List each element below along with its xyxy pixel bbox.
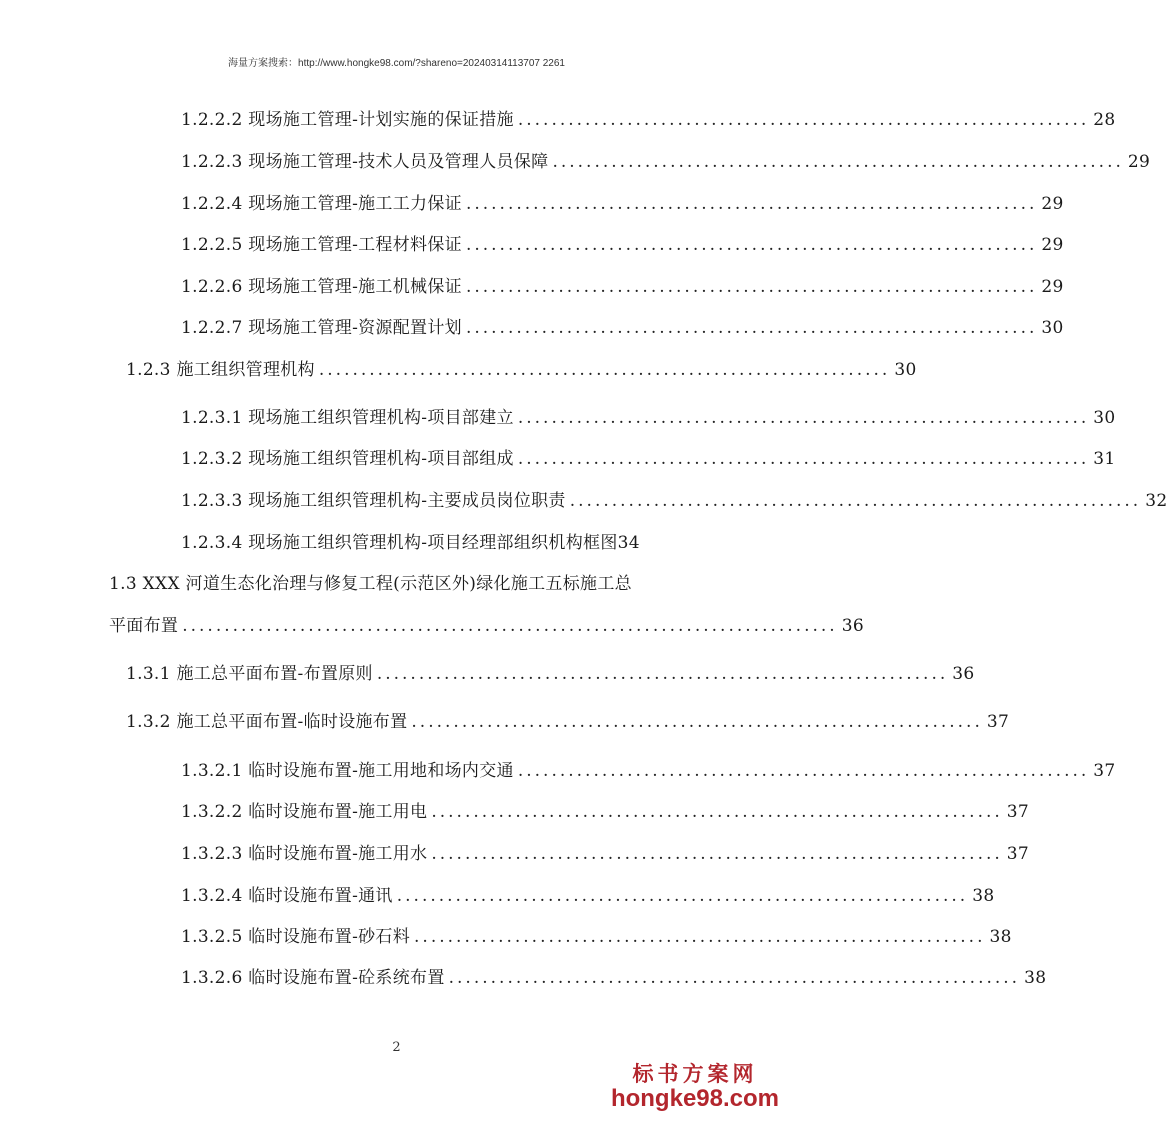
toc-entry-label: 1.2.3.2 现场施工组织管理机构-项目部组成 — [181, 449, 514, 469]
toc-page-number: 29 — [1041, 277, 1064, 297]
toc-leader: .................................................................... — [465, 318, 1038, 338]
toc-leader: .................................................................... — [517, 408, 1090, 428]
toc-leader: .................................................................... — [431, 844, 1003, 864]
toc-page-number: 32 — [1145, 491, 1167, 511]
toc-page-number: 37 — [986, 712, 1010, 732]
toc-entry-label: 1.3 XXX 河道生态化治理与修复工程(示范区外)绿化施工五标施工总 — [109, 574, 632, 594]
toc-page-number: 31 — [1093, 449, 1116, 469]
toc-entry[interactable] — [181, 485, 1167, 511]
toc-entry-label: 1.2.3 施工组织管理机构 — [126, 360, 315, 380]
toc-entry-label: 1.3.2.4 临时设施布置-通讯 — [181, 886, 393, 906]
toc-page-number: 30 — [894, 360, 917, 380]
watermark-cn-text: 标书方案网 — [632, 1062, 758, 1086]
toc-entry[interactable] — [181, 755, 1116, 781]
toc-entry-label: 1.3.2.2 临时设施布置-施工用电 — [181, 802, 428, 822]
toc-leader: .................................................................... — [517, 449, 1090, 469]
site-watermark-logo — [611, 1062, 779, 1112]
toc-leader: .................................................................... — [411, 712, 983, 732]
page-number: 2 — [392, 1040, 401, 1055]
toc-entry-label: 1.3.2.5 临时设施布置-砂石料 — [181, 927, 411, 947]
toc-entry-label: 1.2.3.3 现场施工组织管理机构-主要成员岗位职责 — [181, 491, 566, 511]
toc-entry[interactable] — [181, 104, 1116, 130]
toc-leader: .................................................................... — [465, 194, 1038, 214]
toc-leader: .................................................................... — [517, 110, 1090, 130]
toc-page-number: 29 — [1041, 194, 1064, 214]
toc-entry-label: 1.2.3.4 现场施工组织管理机构-项目经理部组织机构框图34 — [181, 533, 640, 553]
toc-entry-label: 1.2.2.3 现场施工管理-技术人员及管理人员保障 — [181, 152, 549, 172]
toc-leader: .................................................................... — [517, 761, 1090, 781]
toc-entry-label: 1.2.2.7 现场施工管理-资源配置计划 — [181, 318, 462, 338]
toc-leader: .................................................................... — [552, 152, 1124, 172]
toc-entry[interactable] — [126, 354, 917, 380]
toc-page-number: 30 — [1041, 318, 1064, 338]
watermark-en-text: hongke98.com — [610, 1085, 779, 1112]
toc-entry[interactable] — [109, 569, 632, 594]
toc-entry[interactable] — [181, 838, 1030, 864]
toc-entry-label: 1.3.1 施工总平面布置-布置原则 — [126, 664, 373, 684]
toc-entry[interactable] — [181, 921, 1012, 947]
toc-page-number: 37 — [1006, 802, 1030, 822]
toc-entry-label: 1.3.2.3 临时设施布置-施工用水 — [181, 844, 428, 864]
toc-page-number: 29 — [1041, 235, 1064, 255]
toc-entry-label: 1.3.2.1 临时设施布置-施工用地和场内交通 — [181, 761, 514, 781]
toc-entry[interactable] — [181, 528, 640, 553]
toc-entry-label: 1.2.2.2 现场施工管理-计划实施的保证措施 — [181, 110, 514, 130]
toc-leader: .................................................................... — [431, 802, 1003, 822]
toc-page-number: 38 — [972, 886, 995, 906]
toc-entry-label: 1.2.3.1 现场施工组织管理机构-项目部建立 — [181, 408, 514, 428]
toc-entry[interactable] — [109, 610, 864, 636]
toc-entry[interactable] — [126, 706, 1010, 732]
toc-page-number: 37 — [1006, 844, 1030, 864]
toc-page-number: 37 — [1093, 761, 1116, 781]
toc-entry-label: 平面布置 — [109, 616, 179, 636]
toc-page-number: 36 — [952, 664, 975, 684]
toc-entry-label: 1.3.2.6 临时设施布置-砼系统布置 — [181, 968, 445, 988]
toc-entry[interactable] — [181, 188, 1064, 214]
header-url[interactable]: 海量方案搜索：http://www.hongke98.com/?shareno=20240314113707 2261 — [228, 58, 565, 69]
toc-entry[interactable] — [126, 658, 975, 684]
toc-leader: .................................................................... — [396, 886, 969, 906]
toc-leader: .................................................................... — [465, 277, 1038, 297]
toc-entry[interactable] — [181, 880, 995, 906]
toc-entry[interactable] — [181, 146, 1151, 172]
toc-entry[interactable] — [181, 796, 1030, 822]
toc-entry-label: 1.2.2.5 现场施工管理-工程材料保证 — [181, 235, 462, 255]
toc-leader: .................................................................... — [465, 235, 1038, 255]
toc-entry[interactable] — [181, 443, 1116, 469]
toc-entry[interactable] — [181, 229, 1064, 255]
toc-page-number: 29 — [1127, 152, 1151, 172]
toc-entry-label: 1.3.2 施工总平面布置-临时设施布置 — [126, 712, 408, 732]
toc-entry-label: 1.2.2.6 现场施工管理-施工机械保证 — [181, 277, 462, 297]
toc-entry[interactable] — [181, 402, 1116, 428]
toc-entry-label: 1.2.2.4 现场施工管理-施工工力保证 — [181, 194, 462, 214]
toc-entry[interactable] — [181, 271, 1064, 297]
toc-entry[interactable] — [181, 312, 1064, 338]
toc-page-number: 38 — [1024, 968, 1047, 988]
toc-leader: .................................................................... — [318, 360, 891, 380]
toc-page-number: 28 — [1093, 110, 1116, 130]
toc-leader: .................................................................... — [414, 927, 986, 947]
toc-page-number: 30 — [1093, 408, 1116, 428]
toc-page-number: 38 — [989, 927, 1012, 947]
toc-entry[interactable] — [181, 962, 1047, 988]
toc-leader: .................................................................... — [569, 491, 1142, 511]
toc-leader: .................................................................... — [376, 664, 949, 684]
toc-leader: .................................................................... — [448, 968, 1021, 988]
toc-page-number: 36 — [841, 616, 864, 636]
toc-leader: .............................................................................. — [182, 616, 838, 636]
